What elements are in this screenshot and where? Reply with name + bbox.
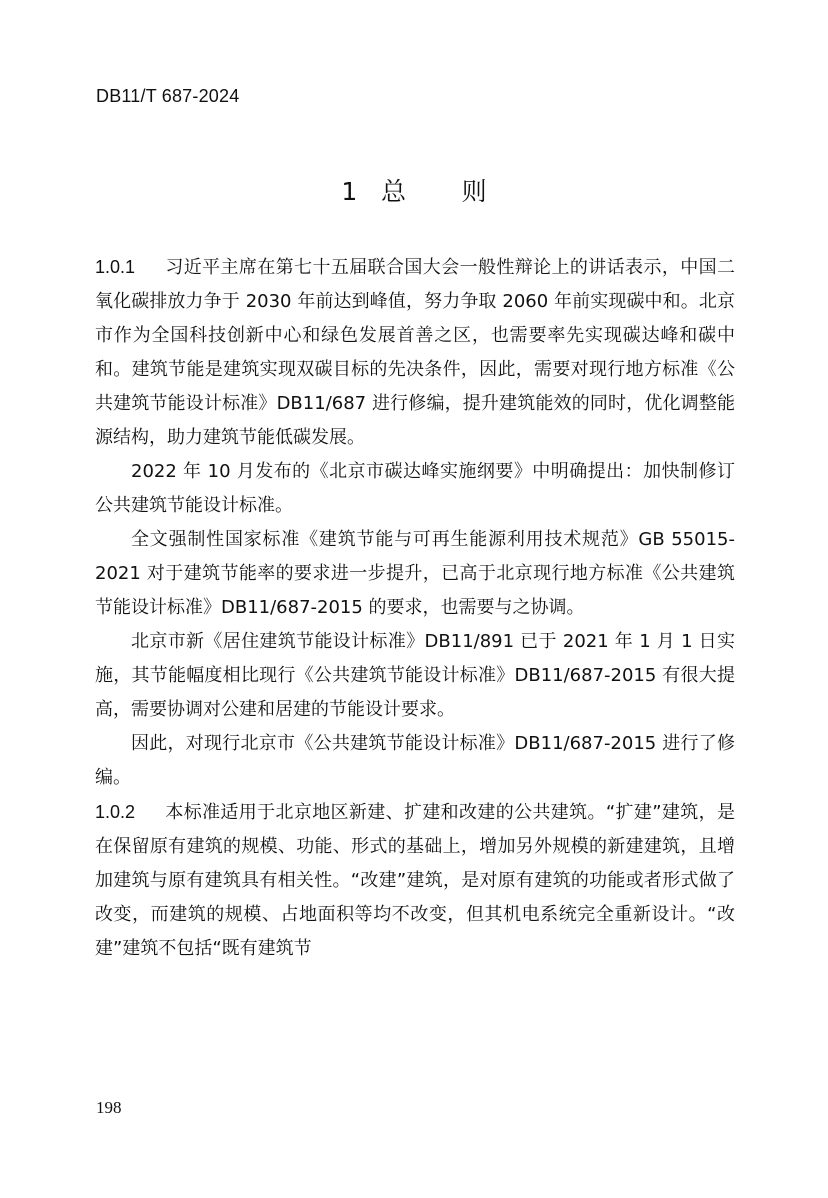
chapter-title: 1 总 则	[341, 177, 487, 206]
clause-1-0-2-text-1: 本标准适用于北京地区新建、扩建和改建的公共建筑。“扩建”建筑，是在保留原有建筑的规模、功能、形式的基础上，增加另外规模的新建建筑，且增加建筑与原有建筑具有相关性。“改建”建筑，是对原有建筑的功能或者形式做了改变，而建筑的规模、占地面积等均不改变，但其机电系统完全重新设计。“改建”建筑不包括“既有建筑节	[95, 802, 735, 959]
page-number: 198	[96, 1098, 122, 1117]
standard-code: DB11/T 687-2024	[96, 86, 240, 106]
clause-1-0-1-text-1: 习近平主席在第七十五届联合国大会一般性辩论上的讲话表示，中国二氧化碳排放力争于 2030 年前达到峰值，努力争取 2060 年前实现碳中和。北京市作为全国科技创新中心和绿色发展首善之区，也需要率先实现碳达峰和碳中和。建筑节能是建筑实现双碳目标的先决条件，因此，需要对现行地方标准《公共建筑节能设计标准》DB11/687 进行修编，提升建筑能效的同时，优化调整能源结构，助力建筑节能低碳发展。	[95, 257, 735, 448]
clause-number-1-0-2: 1.0.2	[95, 802, 136, 822]
clause-1-0-1-paragraph-3: 全文强制性国家标准《建筑节能与可再生能源利用技术规范》GB 55015-2021 对于建筑节能率的要求进一步提升，已高于北京现行地方标准《公共建筑节能设计标准》DB11/687-2015 的要求，也需要与之协调。	[95, 529, 735, 618]
clause-1-0-1-paragraph-5: 因此，对现行北京市《公共建筑节能设计标准》DB11/687-2015 进行了修编。	[95, 733, 735, 788]
clause-1-0-1-paragraph-1	[95, 250, 735, 455]
clause-number-1-0-1: 1.0.1	[95, 257, 136, 277]
clause-1-0-1-paragraph-2: 2022 年 10 月发布的《北京市碳达峰实施纲要》中明确提出：加快制修订公共建筑节能设计标准。	[95, 461, 735, 516]
body-text	[95, 250, 735, 966]
clause-1-0-2-paragraph-1	[95, 795, 735, 966]
clause-1-0-1-paragraph-4: 北京市新《居住建筑节能设计标准》DB11/891 已于 2021 年 1 月 1 日实施，其节能幅度相比现行《公共建筑节能设计标准》DB11/687-2015 有很大提高，需要协调对公建和居建的节能设计要求。	[95, 631, 735, 720]
